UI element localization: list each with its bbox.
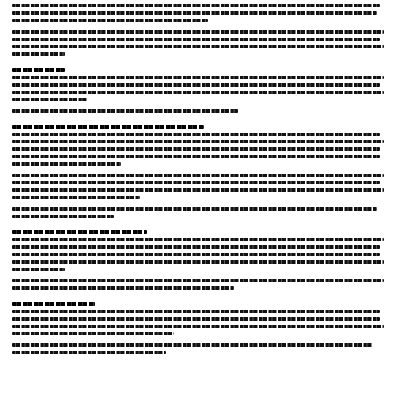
text-line — [12, 266, 388, 273]
paragraph — [12, 107, 388, 114]
text-line — [12, 96, 388, 103]
text-line-glyphs — [12, 30, 384, 33]
text-line — [12, 138, 388, 145]
heading-text-line — [12, 125, 204, 129]
text-line-glyphs — [12, 245, 380, 248]
text-line-glyphs — [12, 279, 384, 282]
section-section-1 — [12, 66, 388, 115]
section-section-3 — [12, 228, 388, 292]
section-heading — [12, 300, 388, 308]
text-line-glyphs — [12, 181, 380, 184]
text-line-glyphs — [12, 215, 114, 218]
text-line — [12, 243, 388, 250]
text-line-glyphs — [12, 253, 380, 256]
text-line-glyphs — [12, 188, 384, 191]
text-line-glyphs — [12, 162, 121, 165]
text-line-glyphs — [12, 332, 174, 335]
text-line-glyphs — [12, 133, 380, 136]
text-line — [12, 172, 388, 179]
text-line-glyphs — [12, 76, 384, 79]
text-line — [12, 9, 388, 16]
text-line-glyphs — [12, 196, 140, 199]
text-line-glyphs — [12, 109, 238, 112]
text-line — [12, 330, 388, 337]
text-line — [12, 36, 388, 43]
section-gap — [12, 292, 388, 300]
text-line-glyphs — [12, 174, 384, 177]
text-line-glyphs — [12, 98, 87, 101]
text-line-glyphs — [12, 11, 377, 14]
text-line — [12, 89, 388, 96]
section-gap — [12, 220, 388, 228]
text-line-glyphs — [12, 207, 377, 210]
text-line — [12, 186, 388, 193]
text-line-glyphs — [12, 19, 208, 22]
text-line — [12, 131, 388, 138]
paragraph — [12, 2, 388, 24]
text-line-glyphs — [12, 260, 384, 263]
text-line-glyphs — [12, 310, 380, 313]
text-line — [12, 323, 388, 330]
text-line — [12, 341, 388, 348]
text-line — [12, 107, 388, 114]
text-line — [12, 251, 388, 258]
text-line — [12, 17, 388, 24]
text-line-glyphs — [12, 52, 65, 55]
text-line — [12, 213, 388, 220]
text-line-glyphs — [12, 45, 384, 48]
text-line — [12, 74, 388, 81]
text-line — [12, 2, 388, 9]
text-line — [12, 349, 388, 356]
section-section-2 — [12, 123, 388, 220]
paragraph — [12, 308, 388, 338]
paragraph — [12, 236, 388, 273]
text-line-glyphs — [12, 38, 380, 41]
text-line — [12, 258, 388, 265]
text-line — [12, 160, 388, 167]
paragraph — [12, 131, 388, 168]
heading-text-line — [12, 68, 65, 72]
text-line — [12, 194, 388, 201]
paragraph — [12, 341, 388, 356]
document-body — [12, 2, 388, 356]
text-line-glyphs — [12, 286, 234, 289]
text-line-glyphs — [12, 325, 384, 328]
text-line-glyphs — [12, 4, 380, 7]
paragraph — [12, 172, 388, 202]
text-line-glyphs — [12, 91, 384, 94]
text-line — [12, 179, 388, 186]
section-gap — [12, 115, 388, 123]
section-gap — [12, 58, 388, 66]
text-line — [12, 284, 388, 291]
text-line-glyphs — [12, 238, 384, 241]
text-line-glyphs — [12, 83, 380, 86]
text-line — [12, 236, 388, 243]
text-line — [12, 277, 388, 284]
text-line — [12, 315, 388, 322]
text-line — [12, 28, 388, 35]
paragraph — [12, 74, 388, 104]
section-heading — [12, 123, 388, 131]
heading-text-line — [12, 302, 95, 306]
text-line-glyphs — [12, 317, 380, 320]
text-line — [12, 81, 388, 88]
text-line — [12, 145, 388, 152]
text-line — [12, 153, 388, 160]
heading-text-line — [12, 230, 147, 234]
text-line — [12, 50, 388, 57]
text-line — [12, 43, 388, 50]
text-line-glyphs — [12, 140, 384, 143]
text-line — [12, 308, 388, 315]
text-line — [12, 205, 388, 212]
paragraph — [12, 277, 388, 292]
section-section-4 — [12, 300, 388, 356]
text-line-glyphs — [12, 155, 380, 158]
paragraph — [12, 205, 388, 220]
section-intro — [12, 2, 388, 58]
text-line-glyphs — [12, 351, 166, 354]
paragraph — [12, 28, 388, 58]
text-line-glyphs — [12, 268, 65, 271]
text-line-glyphs — [12, 343, 373, 346]
text-line-glyphs — [12, 147, 380, 150]
section-heading — [12, 66, 388, 74]
section-heading — [12, 228, 388, 236]
